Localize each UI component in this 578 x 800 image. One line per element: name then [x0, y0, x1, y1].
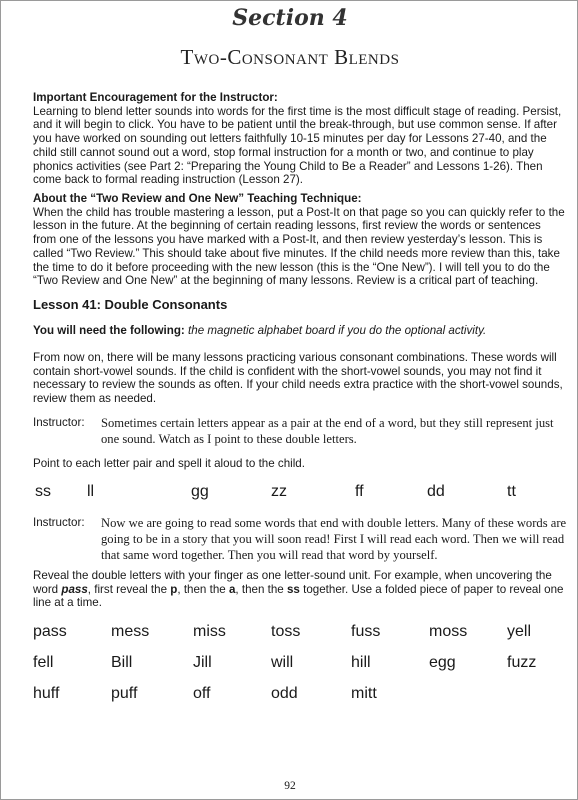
letter-pair: gg: [191, 483, 209, 500]
practice-word: pass: [33, 623, 67, 640]
practice-word: will: [271, 654, 294, 671]
practice-word: odd: [271, 685, 298, 702]
reveal-text: , first reveal the: [87, 582, 171, 596]
encouragement-block: [33, 91, 565, 187]
reveal-text: together. Use a folded piece of paper to reveal one line at a time.: [33, 582, 564, 610]
practice-word: puff: [111, 685, 138, 702]
reveal-letter-a: a: [228, 582, 236, 596]
encouragement-heading: Important Encouragement for the Instructor:: [33, 91, 278, 104]
instructor-dialogue-1: [33, 415, 569, 447]
practice-word: fell: [33, 654, 54, 671]
practice-word: hill: [351, 654, 371, 671]
technique-body: When the child has trouble mastering a lesson, put a Post-It on that page so you can quickly refer to the lesson in the future. At the beginning of certain reading lessons, first review the words or sentences from one of the lessons you have marked with a Post-It, and then review yesterday’s lesson. This is called “Two Review.” This should take about five minutes. If the child needs more review than this, take the time to do it before proceeding with the new lesson (this is the “One New”). I will tell you to do the “Two Review and One New” at the beginning of many lessons. Review is a critical part of teaching.: [33, 205, 565, 288]
section-title: Section 4: [232, 5, 348, 31]
practice-word: moss: [429, 623, 468, 640]
instructor-label: Instructor:: [33, 516, 85, 529]
technique-heading: About the “Two Review and One New” Teaching Technique:: [33, 192, 362, 205]
practice-word: Jill: [193, 654, 212, 671]
word-row-2: [33, 654, 573, 678]
letter-pair: ff: [355, 483, 364, 500]
point-instruction: Point to each letter pair and spell it aloud to the child.: [33, 457, 305, 470]
letter-pair: zz: [271, 483, 287, 500]
practice-word: yell: [507, 623, 532, 640]
practice-word: fuzz: [507, 654, 537, 671]
chapter-title: Two-Consonant Blends: [180, 45, 400, 69]
practice-word: mess: [111, 623, 150, 640]
reveal-example-word: pass: [61, 582, 88, 596]
practice-word: mitt: [351, 685, 377, 702]
reveal-text: Reveal the double letters with your finger as one letter-sound unit. For example, when uncovering the word: [33, 569, 552, 596]
materials-needed: [33, 324, 565, 338]
reveal-instruction: [33, 569, 565, 610]
practice-word: toss: [271, 623, 301, 640]
letter-pair: ll: [87, 483, 95, 500]
letter-pair: tt: [507, 483, 516, 500]
materials-label: You will need the following:: [33, 324, 185, 337]
reveal-letter-p: p: [170, 582, 178, 596]
materials-value: the magnetic alphabet board if you do the optional activity.: [188, 324, 487, 337]
practice-word: off: [193, 685, 211, 702]
instructor-speech-1: Sometimes certain letters appear as a pair at the end of a word, but they still represent just one sound. Watch as I point to these double letters.: [101, 416, 554, 446]
instructor-speech-2: Now we are going to read some words that end with double letters. Many of these words are going to be in a story that you will soon read! First I will read each word. Then we will read that same word together. Then you will read that word by yourself.: [101, 516, 567, 562]
reveal-text: , then the: [235, 582, 287, 596]
lesson-title: Lesson 41: Double Consonants: [33, 297, 228, 312]
encouragement-body: Learning to blend letter sounds into words for the first time is the most difficult stage of reading. Persist, and it will begin to click. You have to be patient until the break-through, but use common sense. If after you have worked on sounding out letters faithfully 10-15 minutes per day for Lessons 27-40, and the child still cannot sound out a word, stop formal instruction for a month or two, and continue to play phonics activities (see Part 2: “Preparing the Young Child to Be a Reader” and Lessons 1-26). Then come back to formal reading instruction (Lesson 27).: [33, 104, 562, 187]
instructor-dialogue-2: [33, 515, 569, 563]
letter-pair: dd: [427, 483, 445, 500]
lesson-intro: From now on, there will be many lessons practicing various consonant combinations. These words will contain short-vowel sounds. If the child is confident with the short-vowel sounds, you may not find it necessary to review the sounds as often. If your child needs extra practice with the short-vowel sounds, review them as needed.: [33, 351, 563, 406]
practice-word: miss: [193, 623, 226, 640]
word-row-1: [33, 623, 573, 647]
practice-word: huff: [33, 685, 60, 702]
page-number: 92: [284, 780, 296, 792]
practice-word: egg: [429, 654, 456, 671]
technique-block: [33, 192, 565, 288]
practice-word: fuss: [351, 623, 381, 640]
reveal-text: , then the: [177, 582, 229, 596]
practice-word: Bill: [111, 654, 133, 671]
letter-pair: ss: [35, 483, 51, 500]
instructor-label: Instructor:: [33, 416, 85, 429]
reveal-letters-ss: ss: [286, 582, 300, 596]
letter-pairs-row: [35, 483, 575, 507]
word-row-3: [33, 685, 573, 709]
